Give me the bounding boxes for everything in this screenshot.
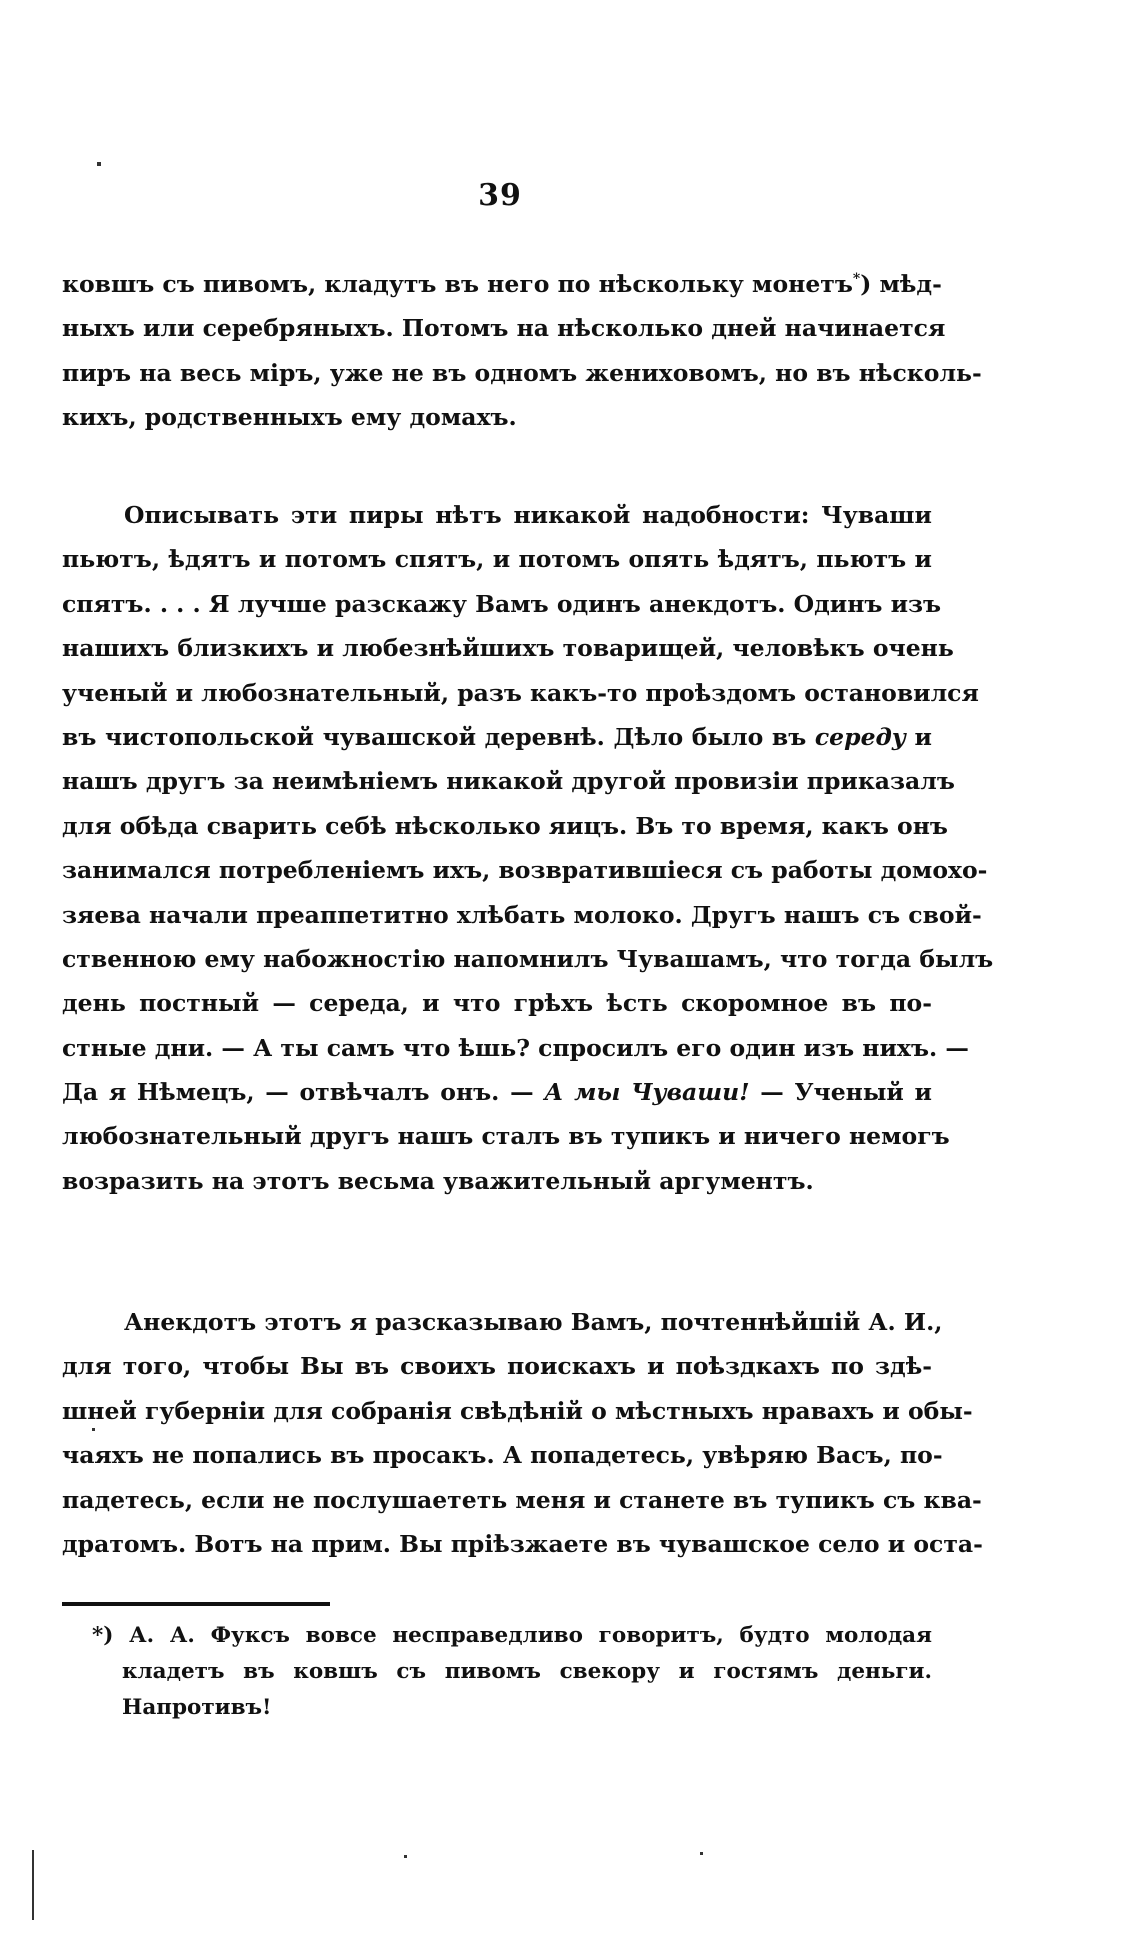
footnote-marker: *) — [92, 1623, 114, 1648]
text-line: зяева начали преаппетитно хлѣбать молоко. Другъ нашъ съ свой- — [62, 900, 982, 929]
text-line: ственною ему набожностію напомнилъ Чувашамъ, что тогда былъ — [62, 944, 994, 973]
footnote-line: *) А. А. Фуксъ вовсе несправедливо говоритъ, будто молодая — [92, 1623, 932, 1648]
text-line: для обѣда сварить себѣ нѣсколько яицъ. Въ то время, какъ онъ — [62, 811, 948, 840]
paragraph-2 — [62, 493, 994, 1203]
footnote — [92, 1618, 932, 1726]
scan-speck — [404, 1855, 407, 1858]
text-line: нашихъ близкихъ и любезнѣйшихъ товарищей, человѣкъ очень — [62, 634, 954, 663]
text-line: день постный — середа, и что грѣхъ ѣсть скоромное въ по- — [62, 989, 932, 1018]
paragraph-1 — [62, 262, 982, 440]
italic-phrase: А мы Чуваши! — [544, 1078, 750, 1107]
text-line: кихъ, родственныхъ ему домахъ. — [62, 403, 517, 432]
paragraph-3 — [62, 1300, 983, 1566]
text-line: дратомъ. Вотъ на прим. Вы пріѣзжаете въ чувашское село и оста- — [62, 1529, 983, 1558]
text-line: любознательный другъ нашъ сталъ въ тупикъ и ничего немогъ — [62, 1122, 950, 1151]
text-line: пьютъ, ѣдятъ и потомъ спятъ, и потомъ опять ѣдятъ, пьютъ и — [62, 545, 932, 574]
text-line: ученый и любознательный, разъ какъ-то проѣздомъ остановился — [62, 678, 979, 707]
text-line: Да я Нѣмецъ, — отвѣчалъ онъ. — А мы Чуваши! — Ученый и — [62, 1078, 932, 1107]
footnote-line: Напротивъ! — [122, 1695, 272, 1720]
footnote-line: кладетъ въ ковшъ съ пивомъ свекору и гостямъ деньги. — [122, 1659, 932, 1684]
text-line: ныхъ или серебряныхъ. Потомъ на нѣсколько дней начинается — [62, 314, 946, 343]
text-line: Анекдотъ этотъ я разсказываю Вамъ, почтеннѣйшій А. И., — [124, 1308, 943, 1336]
text-line: падетесь, если не послушаететь меня и станете въ тупикъ съ ква- — [62, 1485, 982, 1514]
text-line: стные дни. — А ты самъ что ѣшь? спросилъ его один изъ нихъ. — — [62, 1033, 969, 1062]
text-line: возразить на этотъ весьма уважительный аргументъ. — [62, 1166, 814, 1195]
text-line: чаяхъ не попались въ просакъ. А попадетесь, увѣряю Васъ, по- — [62, 1441, 943, 1470]
text-line: занимался потребленіемъ ихъ, возвратившіеся съ работы домохо- — [62, 856, 988, 885]
scan-speck — [700, 1852, 703, 1855]
page-number: 39 — [478, 178, 522, 213]
text-line: ковшъ съ пивомъ, кладутъ въ него по нѣскольку монетъ*) мѣд- — [62, 270, 942, 298]
scan-speck — [97, 162, 101, 166]
text-line: нашъ другъ за неимѣніемъ никакой другой провизіи приказалъ — [62, 767, 955, 796]
text-line: пиръ на весь міръ, уже не въ одномъ жениховомъ, но въ нѣсколь- — [62, 358, 982, 387]
text-line: въ чистопольской чувашской деревнѣ. Дѣло было въ середу и — [62, 722, 932, 751]
scan-speck — [32, 1850, 34, 1920]
text-line: Описывать эти пиры нѣтъ никакой надобности: Чуваши — [124, 501, 932, 529]
italic-word: середу — [814, 722, 906, 751]
scan-speck — [92, 1428, 95, 1431]
footnote-divider — [62, 1602, 330, 1606]
text-line: шней губерніи для собранія свѣдѣній о мѣстныхъ нравахъ и обы- — [62, 1396, 973, 1425]
text-line: для того, чтобы Вы въ своихъ поискахъ и поѣздкахъ по здѣ- — [62, 1352, 932, 1381]
text-line: спятъ. . . . Я лучше разскажу Вамъ одинъ анекдотъ. Одинъ изъ — [62, 589, 942, 618]
